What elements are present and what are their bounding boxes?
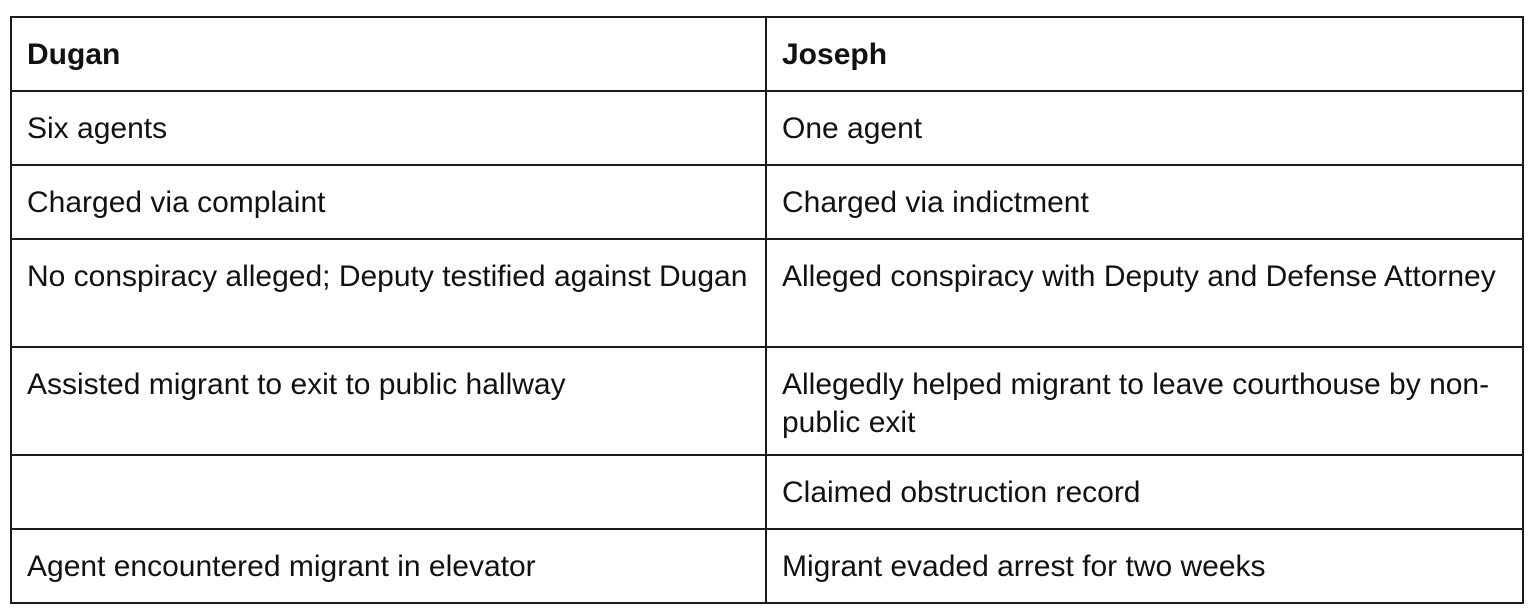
table-cell-joseph: Claimed obstruction record: [766, 455, 1523, 529]
comparison-table-container: [10, 16, 1522, 604]
table-row: [11, 347, 1523, 455]
comparison-table: [10, 16, 1524, 604]
table-cell-joseph: Allegedly helped migrant to leave courthouse by non-public exit: [766, 347, 1523, 455]
table-row: [11, 165, 1523, 239]
table-cell-joseph: One agent: [766, 91, 1523, 165]
header-row: [11, 17, 1523, 91]
table-cell-joseph: Charged via indictment: [766, 165, 1523, 239]
table-cell-dugan: [11, 455, 766, 529]
table-row: [11, 239, 1523, 347]
column-header-joseph: Joseph: [766, 17, 1523, 91]
table-row: [11, 529, 1523, 603]
table-cell-dugan: Charged via complaint: [11, 165, 766, 239]
table-cell-joseph: Alleged conspiracy with Deputy and Defense Attorney: [766, 239, 1523, 347]
table-cell-dugan: Agent encountered migrant in elevator: [11, 529, 766, 603]
table-cell-dugan: Six agents: [11, 91, 766, 165]
table-cell-dugan: Assisted migrant to exit to public hallway: [11, 347, 766, 455]
table-cell-joseph: Migrant evaded arrest for two weeks: [766, 529, 1523, 603]
column-header-dugan: Dugan: [11, 17, 766, 91]
table-cell-dugan: No conspiracy alleged; Deputy testified against Dugan: [11, 239, 766, 347]
table-row: [11, 455, 1523, 529]
table-row: [11, 91, 1523, 165]
